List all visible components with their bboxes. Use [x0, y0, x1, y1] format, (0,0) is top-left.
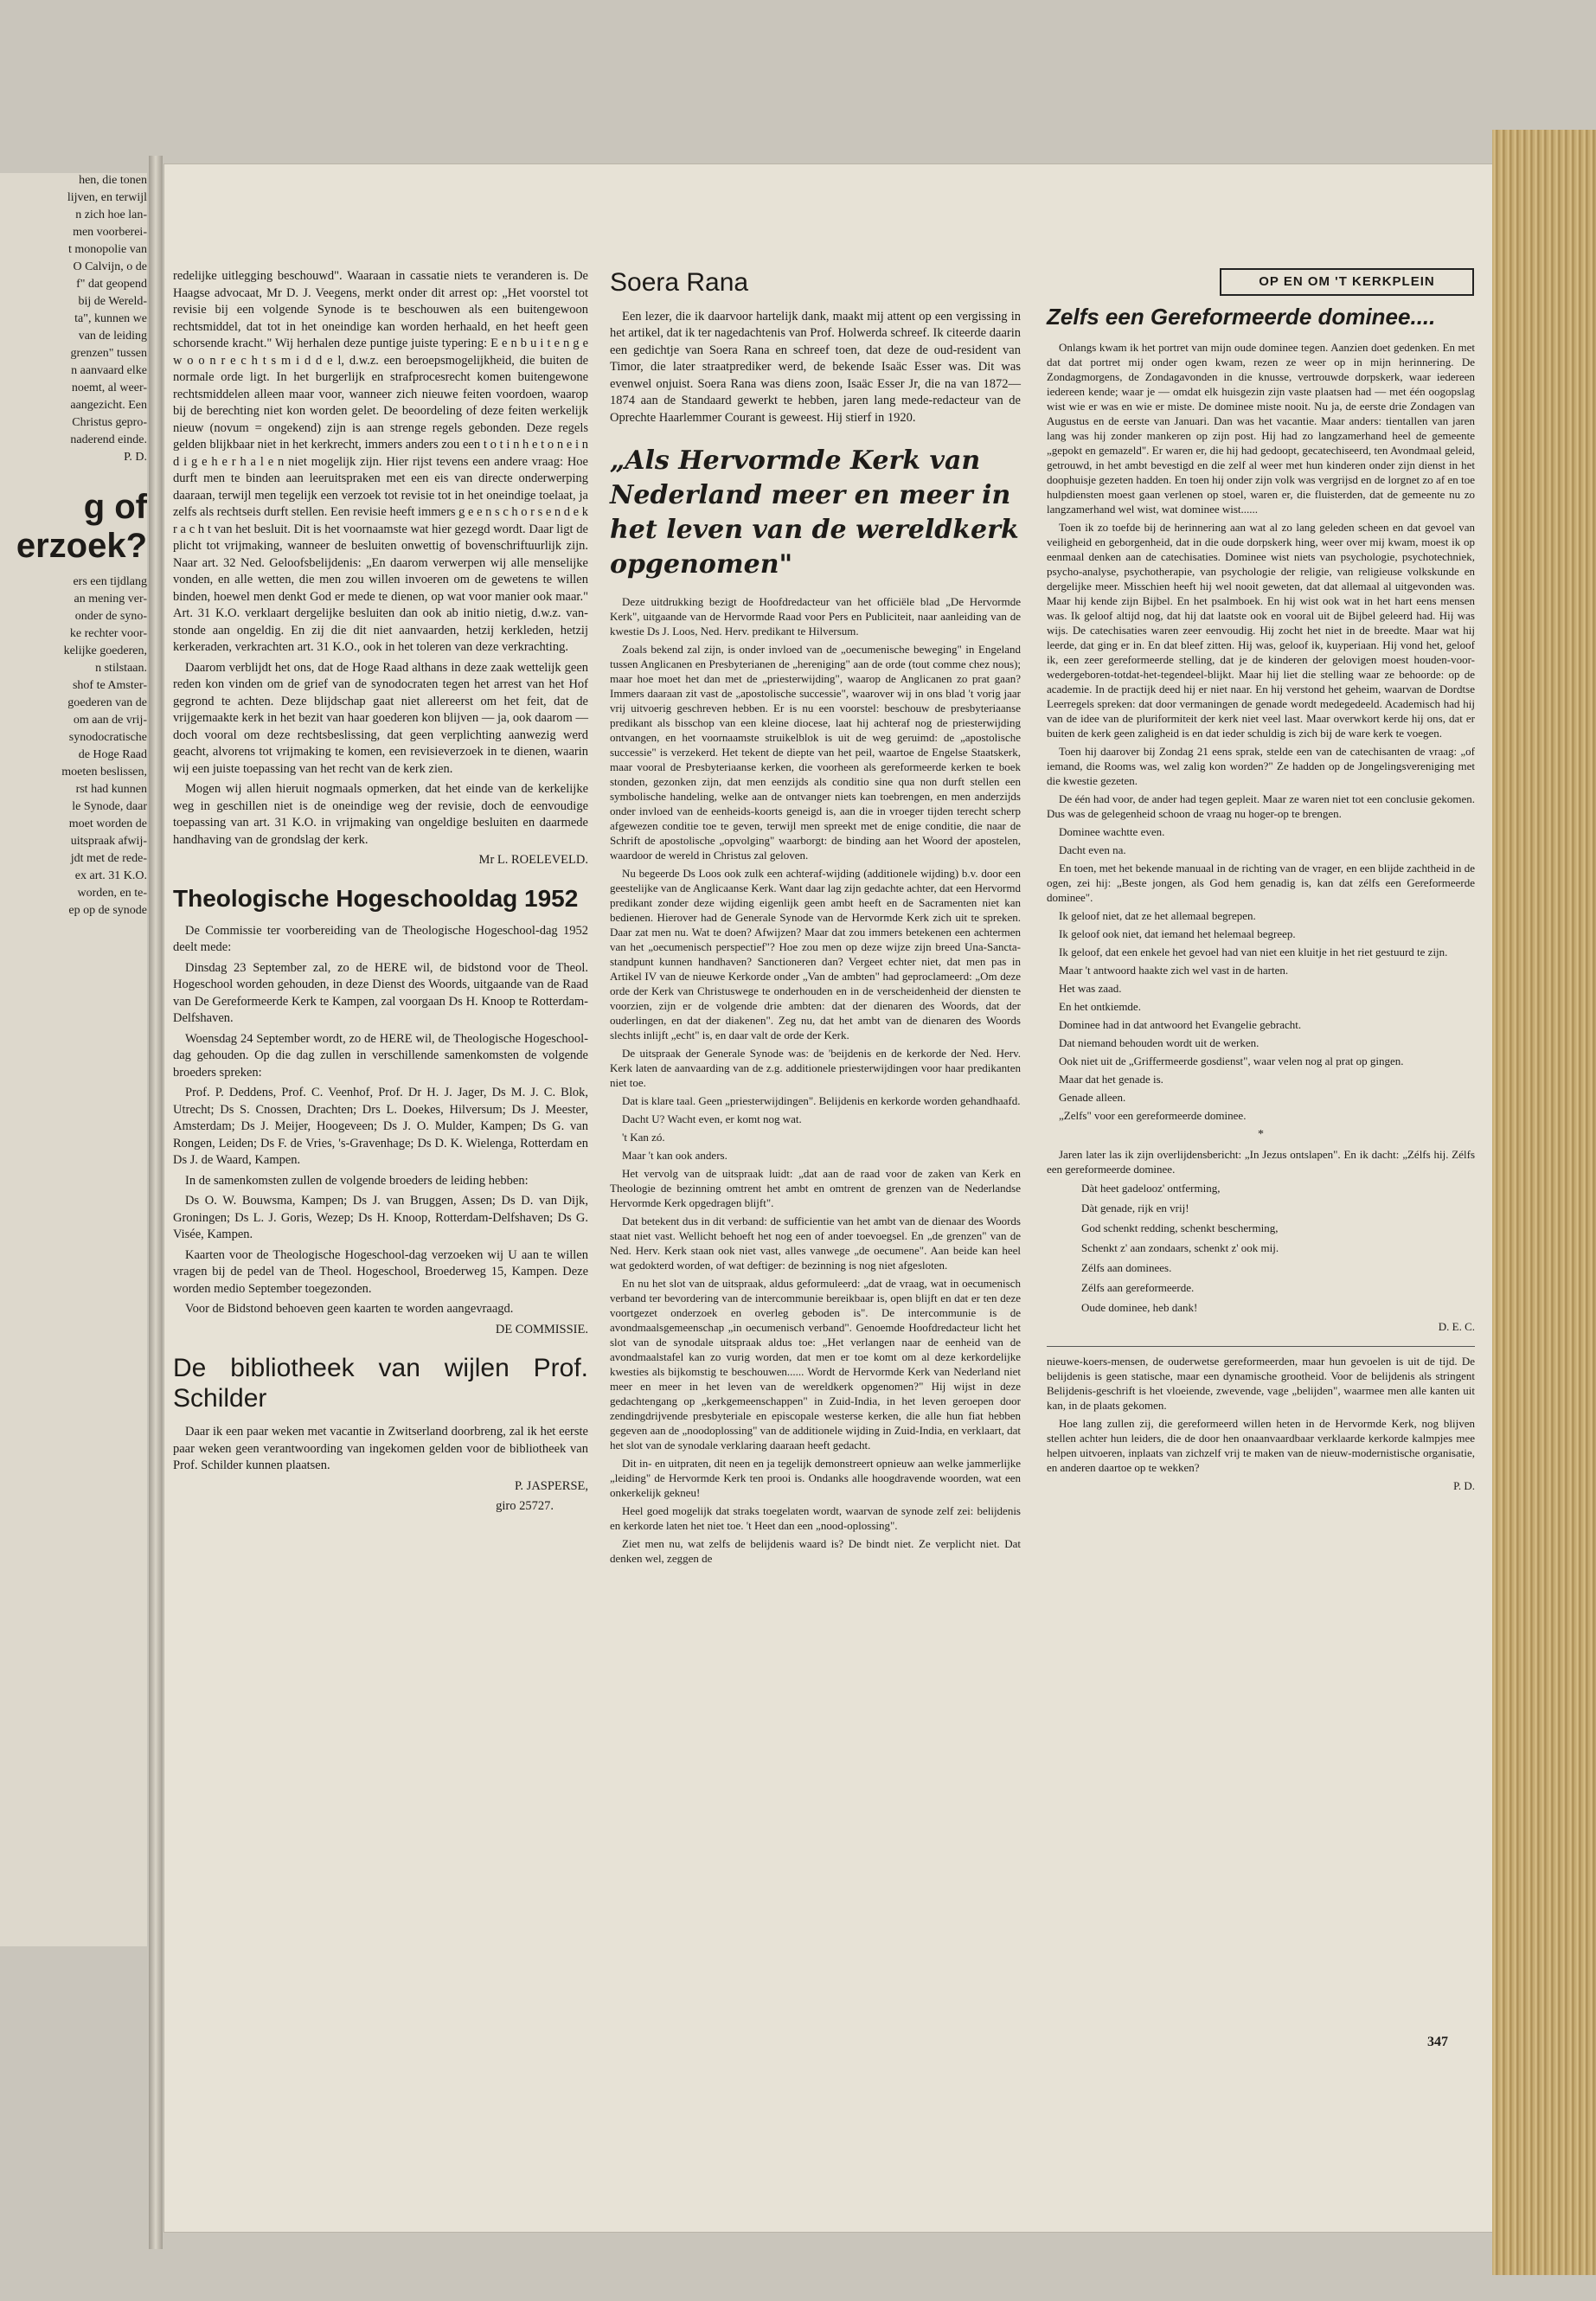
prev-page-line: ke rechter voor- [69, 627, 147, 640]
paragraph: Woensdag 24 September wordt, zo de HERE wil, de Theologische Hogeschool-dag gehouden. Op die dag zullen in verschillende samenkomsten de volgende broeders spreken: [173, 1031, 588, 1080]
paragraph: Maar 't antwoord haakte zich wel vast in de harten. [1059, 964, 1289, 977]
prev-page-line: n zich hoe lan- [75, 208, 147, 221]
paragraph: Voor de Bidstond behoeven geen kaarten te worden aangevraagd. [185, 1302, 514, 1317]
article-after-ornament [1047, 1147, 1475, 1176]
ornament-divider: * [1258, 1128, 1264, 1142]
heading-gereformeerde-dominee: Zelfs een Gereformeerde dominee.... [1047, 303, 1436, 330]
prev-page-line: f" dat geopend [76, 278, 147, 291]
paragraph: En het ontkiemde. [1059, 1000, 1141, 1014]
paragraph: De één had voor, de ander had tegen gepleit. Maar ze waren niet tot een conclusie gekomen. Dus was de gelegenheid schoon de vraag nu hoger-op te brengen. [1047, 792, 1475, 821]
paragraph: Het vervolg van de uitspraak luidt: „dat aan de raad voor de zaken van Kerk en Theologie de bezinning omtrent het ambt en omtrent de grenzen van de Nederlandse Hervormde Kerk opgedragen blijft". [610, 1167, 1021, 1209]
paragraph: Mogen wij allen hieruit nogmaals opmerken, dat het einde van de kerkelijke weg in geschillen niet is de oneindige weg der revisie, doch de eenvoudige toepassing van art. 31 K.O. in vrijmaking van ongeldige besluiten en daarmede handhaving van de grondslag der kerk. [173, 782, 588, 847]
article-gereformeerde-dominee-body [1047, 340, 1475, 1123]
paragraph: 't Kan zó. [622, 1131, 665, 1144]
previous-page-fragment [0, 173, 147, 1946]
paragraph: De Commissie ter voorbereiding van de Theologische Hogeschool-dag 1952 deelt mede: [173, 923, 588, 955]
signature-commissie: DE COMMISSIE. [495, 1322, 588, 1336]
paragraph: Het was zaad. [1059, 982, 1122, 996]
prev-page-line: n aanvaard elke [71, 364, 147, 377]
column-1 [173, 268, 588, 1519]
signature-jasperse: P. JASPERSE, [514, 1478, 588, 1493]
prev-page-line: moet worden de [68, 817, 147, 830]
prev-page-line: synodocratische [68, 731, 147, 744]
paragraph: Ziet men nu, wat zelfs de belijdenis waard is? De bindt niet. Ze verplicht niet. Dat denken wel, zeggen de [610, 1537, 1021, 1565]
article-continued-body [1047, 1354, 1475, 1475]
prev-page-line: ers een tijdlang [73, 575, 147, 588]
paragraph: En nu het slot van de uitspraak, aldus geformuleerd: „dat de vraag, wat in oecumenisch verband ter bevordering van de intercommunie bereikbaar is, open blijft en dat er ten deze voortgezet onderzoek en overleg geboden is". De intercommunie is de avondmaalsgemeenschap „in oecumenisch verband". Genoemde Hoofdredacteur licht het slot van de synodale uitspraak aldus toe: „Het verlangen naar de eenheid van de avondmaalstafel kan zo vurig worden, dat men er toe komt om al deze kerkordelijke kwesties als bijkomstig te beschouwen...... Wordt de Hervormde Kerk van Nederland niet meer en meer in het leven van de wereldkerk opgenomen?" Hij wijst in deze gedachtengang op „kerkgemeenschappen" in Zuid-Indiа, in het leven geroepen door zendingdrijvende presbyteriale en episcopale westerse kerken, die alle hun fiat hebben gegeven aan de „noodoplossing" van de additionele wijding in Zuid-India, en verklaart, dat het slot van de synodale verklaring daaraan heeft gedacht. [610, 1277, 1021, 1452]
signature-roeleveld: Mr L. ROELEVELD. [478, 853, 588, 867]
article-revisie-body [173, 268, 588, 849]
prev-page-body-lines [0, 574, 147, 919]
prev-page-line: shof te Amster- [72, 679, 147, 692]
prev-page-line: bij de Wereld- [78, 295, 147, 308]
paragraph: Ds O. W. Bouwsma, Kampen; Ds J. van Bruggen, Assen; Ds D. van Dijk, Groningen; Ds L. J. Goris, Wezep; Ds H. Knoop, Rotterdam-Delfshaven; Ds G. Visée, Kampen. [173, 1194, 588, 1242]
poem-stanza-1 [1047, 1180, 1475, 1256]
paragraph: Daarom verblijdt het ons, dat de Hoge Raad althans in deze zaak wettelijk geen reden kon vinden om de grief van de synodocraten tegen het arrest van het Hof gegrond te achten. Deze blijdschap gaat niet allereerst om het feit, dat de vrijgemaakte kerk in het bezit van haar goederen kon blijven — ja, ook daarom — doch vooral om deze rechtsbeslissing, dat geen verplichting aanwezig werd geacht, alvorens tot vrijmaking te komen, een revisieverzoek in te dienen, waarin wij een juiste toepassing van het recht van de kerk zien. [173, 660, 588, 776]
paragraph: Maar 't kan ook anders. [622, 1149, 727, 1162]
poem-line: God schenkt redding, schenkt bescherming, [1081, 1221, 1279, 1234]
prev-page-line: hen, die tonen [79, 174, 147, 187]
paragraph: Toen hij daarover bij Zondag 21 eens sprak, stelde een van de catechisanten de vraag: „of iemand, die Rooms was, wel zalig kon worden?" Ze hadden op de Jongelingsvereniging met die kwestie gezeten. [1047, 745, 1475, 788]
poem-line: Oude dominee, heb dank! [1081, 1300, 1198, 1314]
prev-page-line: grenzen" tussen [70, 347, 147, 360]
prev-page-line: van de leiding [78, 330, 147, 343]
paragraph: nieuwe-koers-mensen, de ouderwetse gereformeerden, maar hun gevoelen is uit de tijd. De belijdenis is geen statische, maar een dynamische grootheid. Voor de belijdenis als stringent Belijdenis-geschrift is het vloeiende, zwevende, vage „belijden", waarmee men alle kanten uit kan, in de plaats gekomen. [1047, 1354, 1475, 1412]
heading-bibliotheek-schilder: De bibliotheek van wijlen Prof. Schilder [173, 1354, 588, 1413]
rubric-kerkplein: OP EN OM 'T KERKPLEIN [1220, 268, 1474, 296]
prev-page-line: lijven, en terwijl [67, 191, 147, 204]
paragraph: Ik geloof ook niet, dat iemand het helemaal begreep. [1059, 927, 1296, 941]
prev-page-line: an mening ver- [74, 593, 147, 606]
paragraph: Hoe lang zullen zij, die gereformeerd willen heten in de Hervormde Kerk, nog blijven stellen achter hun leiders, die de door hen onaanvaardbaar verklaarde kerkorde kalmpjes mee helpen uitvoeren, inplaats van zichzelf vrij te maken van de nieuw-modernistische organisatie, en anderen daartoe op te wekken? [1047, 1416, 1475, 1474]
prev-page-heading: g of erzoek? [16, 488, 147, 565]
paragraph: Deze uitdrukking bezigt de Hoofdredacteur van het officiële blad „De Hervormde Kerk", uitgaande van de Hervormde Raad voor Pers en Publiciteit, naar aanleiding van de kwestie Ds J. Loos, Ned. Herv. predikant te Hilversum. [610, 595, 1021, 638]
poem-line: Dàt heet gadelooz' ontferming, [1081, 1181, 1221, 1195]
prev-page-line: n stilstaan. [95, 662, 147, 675]
column-3 [1047, 268, 1475, 1497]
paragraph: Kaarten voor de Theologische Hogeschool-dag verzoeken wij U aan te willen vragen bij de pedel van de Theol. Hogeschool, Broederweg 15, Kampen. Deze worden medio September toegezonden. [173, 1247, 588, 1296]
paragraph: „Zelfs" voor een gereformeerde dominee. [1059, 1109, 1247, 1123]
paragraph: Dinsdag 23 September zal, zo de HERE wil, de bidstond voor de Theol. Hogeschool worden gehouden, in deze Dienst des Woords, uitgaande van de Raad van De Gereformeerde Kerk te Kampen, zal voorgaan Ds H. Knoop te Rotterdam-Delfshaven. [173, 960, 588, 1026]
prev-page-line: Christus gepro- [72, 416, 147, 429]
column-2 [610, 268, 1021, 1569]
column-divider [1047, 1346, 1475, 1347]
article-hervormde-kerk-body [610, 594, 1021, 1566]
prev-page-line: uitspraak afwij- [70, 835, 147, 848]
prev-page-line: ex art. 31 K.O. [74, 869, 147, 882]
prev-page-line: ta", kunnen we [74, 312, 147, 325]
poem-line: Zélfs aan gereformeerde. [1081, 1280, 1195, 1294]
paragraph: Prof. P. Deddens, Prof. C. Veenhof, Prof. Dr H. J. Jager, Ds M. J. C. Blok, Utrecht; Ds S. Cnossen, Drachten; Drs L. Doekes, Hilversum; Ds J. Meester, Amsterdam; Ds J. Meijer, Hoogeveen; Ds J. O. Mulder, Kampen; Ds G. van Rongen, Leiden; Ds F. de Vries, 's-Gravenhage; Ds D. K. Wielenga, Rotterdam en Ds J. de Waard, Kampen. [173, 1086, 588, 1168]
prev-page-top-lines [0, 173, 147, 465]
page-gutter [149, 156, 163, 2249]
page-number: 347 [1427, 2035, 1448, 2049]
paragraph: redelijke uitlegging beschouwd". Waaraan in cassatie niets te veranderen is. De Haagse advocaat, Mr D. J. Veegens, merkt onder dit arrest op: „Het voorstel tot revisie bij een volgende Synode is te beschouwen als een buitengewoon rechtsmiddel, dat tot in het oneindige kan worden herhaald, en het heeft geen schorsende kracht." Wij herhalen deze puntige juiste typering: E e n b u i t e n g e w o o n r e c h t s m i d d e l, d.w.z. een beroepsmogelijkheid, die buiten de normale orde ligt. In het burgerlijk en strafprocesrecht komen buitengewone rechtsmiddelen alleen maar voor, wanneer zich nieuwe feiten voordoen, waarop bij de berechting niet kon worden gelet. De beoordeling of deze feiten werkelijk nieuw (novum = ongekend) zijn is aan strenge regels gebonden. Deze regels gelden blijkbaar niet in het kerkrecht, immers anders zou een t o t i n h e t o n e i n d i g e h e r h a l e n niet mogelijk zijn. Hier rijst tevens een andere vraag: Hoe durft men te binden aan leeruitspraken met een eis van directe onderwerping daaraan, terwijl men tegelijk een verzoek tot revisie tot in het oneindige toelaat, ja zelfs als rechtseis durft stellen. Een revisie heeft immers g e e n s c h o r s e n d e k r a c h t van het besluit. Dit is het voornaamste wat hier gezegd wordt. Daar ligt de plicht tot vrijmaking, wanneer de besluiten onwettig of bovenschriftuurlijk zijn. Naar art. 32 Ned. Geloofsbelijdenis: „En daarom verwerpen wij alle menselijke vonden, en alle wetten, die men zou willen invoeren om de gewetens te willen binden, hoewel men denkt God er mede te dienen, op wat voor manier ook maar." Art. 31 K.O. verklaart dergelijke besluiten dan ook ab initio nietig, d.w.z. van-stonde aan ongeldig. En zij die dit niet aanvaarden, hetzij kerkleden, hetzij kerkeraden, verkrachten art. 31 K.O., ook in het toleren van deze verkrachting. [173, 269, 588, 654]
prev-page-line: ep op de synode [68, 904, 147, 917]
page-edges [1492, 130, 1596, 2275]
signature-dec: D. E. C. [1438, 1319, 1475, 1333]
prev-page-line: rst had kunnen [75, 783, 147, 796]
prev-page-line: de Hoge Raad [78, 748, 147, 761]
heading-soera-rana: Soera Rana [610, 268, 749, 297]
paragraph: Dacht U? Wacht even, er komt nog wat. [622, 1112, 802, 1125]
paragraph: Heel goed mogelijk dat straks toegelaten wordt, waarvan de synode zelf zei: belijdenis en kerkorde laten het niet toe. 't Heet dan een „nood-oplossing". [610, 1504, 1021, 1532]
paragraph: Onlangs kwam ik het portret van mijn oude dominee tegen. Aanzien doet gedenken. En met dat dat portret mij onder ogen kwam, rezen ze weer op in mijn herinnering. De Zondagmorgens, de Zondagavonden in die knusse, vertrouwde dorpskerk, waar iedereen iedereen kende; waar je — omdat elk huisgezin zijn vaste plaatsen had — met één oogopslag wist wie er was en wie er miste. De dominee miste nooit. Nu ja, de eerste drie Zondagen van Augustus en de eerste van Januari. Dan was het vacantie. Maar anders: tientallen van jaren lang was hij zonder mankeren op zijn post. Hij had zo langzamerhand heel de gemeente „gepokt en gemazeld". Er waren er, die hij had gedoopt, gecatechiseerd, ten Avondmaal geleid, getrouwd, in het ambt bevestigd en die zelf al weer met hun kinderen onder zijn dienst in het doophuisje gezeten hadden. En toen hij onder zijn volk was vergrijsd en de lorgnet zo af en toe hulpdiensten moest gaan verlenen op stoel, waren er, die fluisterden, dat de gemeente nu zo langzamerhand wel wist, wat dominee wist...... [1047, 341, 1475, 516]
paragraph: En toen, met het bekende manuaal in de richting van de vrager, en een blijde zachtheid in de ogen, zei hij: „Beste jongen, als God hem genadig is, kan dat zélfs een Gereformeerde dominee". [1047, 862, 1475, 905]
prev-page-line: jdt met de rede- [70, 852, 147, 865]
prev-page-line: t monopolie van [68, 243, 147, 256]
paragraph: De uitspraak der Generale Synode was: de 'beijdenis en de kerkorde der Ned. Herv. Kerk laten de aanvaarding van de z.g. additionele priesterwijdingen voor haar predikanten niet toe. [610, 1047, 1021, 1089]
prev-page-line: O Calvijn, o de [73, 260, 147, 273]
paragraph: Jaren later las ik zijn overlijdensbericht: „In Jezus ontslapen". En ik dacht: „Zélfs hij. Zélfs een gereformeerde dominee. [1047, 1147, 1475, 1176]
paragraph: Ik geloof niet, dat ze het allemaal begrepen. [1059, 909, 1256, 923]
paragraph: Ik geloof, dat een enkele het gevoel had van niet een kluitje in het riet gestuurd te zijn. [1059, 945, 1448, 959]
prev-page-line: P. D. [124, 451, 147, 464]
prev-page-line: goederen van de [67, 696, 147, 709]
paragraph: In de samenkomsten zullen de volgende broeders de leiding hebben: [185, 1173, 529, 1188]
paragraph: Een lezer, die ik daarvoor hartelijk dank, maakt mij attent op een vergissing in het artikel, dat ik ter nagedachtenis van Prof. Holwerda schreef. Ik citeerde daarin een gedichtje van Soera Rana en schreef toen, dat deze de oud-resident van Timor, die later straatprediker werd, de bekende Isaäc Esser was. Dit was evenwel onjuist. Soera Rana was diens zoon, Isaäc Esser Jr, die na van 1872—1874 aan de Standaard gewerkt te hebben, jaren lang mede-redacteur van de Oprechte Haarlemmer Courant is geweest. Hij stierf in 1920. [610, 309, 1021, 425]
prev-page-line: men voorberei- [73, 226, 147, 239]
paragraph: Toen ik zo toefde bij de herinnering aan wat al zo lang geleden scheen en dat gevoel van veiligheid en geborgenheid, dat in die oude dorpskerk hing, weer over mij kwam, moest ik op eenmaal denken aan de catechisaties. Dominee wist niets van psychologie, psychotechniek, psycho-analyse, psychotherapie, van psychologie der religie, van religieuse volkskunde en dergelijke meer. Misschien heeft hij wel nooit geweten, dat dat allemaal al uitgevonden was. Maar hij kende zijn Bijbel. En het psalmboek. En hij wist ook wat in het hart eens mensen was. Ik geloof altijd nog, dat hij dat laatste ook en vooral uit de Bijbel geleerd had. Hij was wijs. De catechisaties waren zeer eenvoudig. Hij zocht het niet in de breedte. Maar wat hij leerde, dat ging er in. En dat bleef zitten. Hij was, geloof ik, kuyperiaan. Hij vond het, geloof ik, een zeer gereformeerde stelling, dat je de kinderen der gelovigen moest houden-voor-wedergeboren-totdat-het-tegendeel-blijkt. Maar hij liet die stelling waar ze behoorde: op de academie. In de practijk deed hij er niet naar. En hij verstond het geheim, waarvan de Dordtse Leerregels spreken: dat door vermaningen de genade wordt medegedeeld. Academisch had hij van de idee van de pluriformiteit der kerk niet veel last. Maar overwkort kerde hij ons, dat er buiten de kerk geen zaligheid is en dat ieder schuldig is zich bij de ware kerk te voegen. [1047, 521, 1475, 740]
paragraph: Maar dat het genade is. [1059, 1073, 1163, 1086]
paragraph: Daar ik een paar weken met vacantie in Zwitserland doorbreng, zal ik het eerste paar weken geen verantwoording van ingekomen gelden voor de bibliotheek van Prof. Schilder kunnen plaatsen. [173, 1425, 588, 1473]
prev-page-line: moeten beslissen, [61, 766, 147, 779]
prev-page-line: om aan de vrij- [73, 714, 147, 727]
prev-page-line: noemt, al weer- [71, 381, 147, 394]
article-theologische-hogeschooldag-body [173, 923, 588, 1318]
paragraph: Dominee wachtte even. [1059, 825, 1165, 839]
paragraph: Dat niemand behouden wordt uit de werken. [1059, 1036, 1259, 1050]
paragraph: Dit in- en uitpraten, dit neen en ja tegelijk demonstreert opnieuw aan welke jammerlijke „leiding" de Hervormde Kerk ten prooi is. Ondanks alle hoogdravende woorden, wat een onkerkelijk gekneu! [610, 1457, 1021, 1499]
prev-page-line: onder de syno- [74, 610, 147, 623]
prev-page-line: kelijke goederen, [63, 644, 147, 657]
poem-stanza-2 [1047, 1259, 1475, 1316]
paragraph: Dat betekent dus in dit verband: de sufficientie van het ambt van de dienaar des Woords staat niet vast. Wellicht behoeft het nog een of ander toevoegsel. En „de grenzen" van de Ned. Herv. Kerk staan ook niet vast, alles vanwege „de oecumene". Aan beide kan heel wat gedokterd worden, of wat deftiger: de bezinning is nog niet afgesloten. [610, 1215, 1021, 1272]
article-soera-rana-body [610, 309, 1021, 427]
prev-page-line: worden, en te- [77, 887, 147, 900]
poem-line: Zélfs aan dominees. [1081, 1260, 1172, 1274]
paragraph: Dat is klare taal. Geen „priesterwijdingen". Belijdenis en kerkorde worden gehandhaafd. [622, 1094, 1021, 1107]
signature-pd: P. D. [1453, 1478, 1475, 1492]
prev-page-line: le Synode, daar [72, 800, 147, 813]
heading-hervormde-kerk: „Als Hervormde Kerk van Nederland meer en meer in het leven van de wereldkerk opgenomen" [610, 445, 1019, 580]
paragraph: Genade alleen. [1059, 1091, 1126, 1105]
paragraph: Dacht even na. [1059, 843, 1126, 857]
poem-line: Schenkt z' aan zondaars, schenkt z' ook mij. [1081, 1240, 1279, 1254]
paragraph: Dominee had in dat antwoord het Evangelie gebracht. [1059, 1018, 1302, 1032]
prev-page-line: aangezicht. Een [70, 399, 147, 412]
paragraph: Nu begeerde Ds Loos ook zulk een achteraf-wijding (additionele wijding) b.v. door een geestelijke van de Anglicaanse Kerk. Want daar lag zijn gedachte achter, dat een Hervormd predikant zonder deze wijding eigenlijk geen ambt heeft en de Sacramenten niet kan bedienen. Hierover had de Generale Synode van de Hervormde Kerk zich uit te spreken. Daar zat men nu. Wat te doen? Afwijzen? Maar dat zou immers betekenen een achtermen van het „oecumenisch perspectief"? Hoe zou men op deze wijze zijn breed Una-Sancta-standpunt kunnen handhaven? Sanctioneren dan? Vergeet echter niet, dat men pas in Artikel IV van de nieuwe Kerkorde onder „Van de ambten" had geproclameerd: „Om deze orde der Kerk van Christuswege te onderhouden en in de verscheidenheid der diensten te voorzien, zijn er de volgende drie ambten: dat der dienaren des Woords, dat der ouderlingen, en dat der diakenen". Zeg nu, dat het ambt van de dienaren des Woords slechts inlijft „echt" is, en daar valt de orde der Kerk. [610, 867, 1021, 1042]
heading-theologische-hogeschooldag: Theologische Hogeschooldag 1952 [173, 884, 579, 912]
prev-page-line: naderend einde. [70, 433, 147, 446]
signature-giro: giro 25727. [496, 1499, 554, 1514]
poem-line: Dàt genade, rijk en vrij! [1081, 1201, 1189, 1215]
article-bibliotheek-body [173, 1424, 588, 1475]
paragraph: Zoals bekend zal zijn, is onder invloed van de „oecumenische beweging" in Engeland tussen Anglicanen en Presbyterianen de „hereniging" aan de orde (tout comme chez nous); maar hoe moet het dan met de „priesterwijding", waarop de Anglicanen zo prat gaan? Immers daaraan zit vast de „apostolische successie", waarover wij in ons blad 't vorig jaar vrij uitvoerig geschreven hebben. Er is nu een voorstel: beschouw de presbyteriaanse predikant als bisschop van een kleine diocese, laat hij achteraf nog de priesterwijding ontvangen, en het voornaamste struikelblok is uit de weg geruimd: de „apostolische successie" is verzekerd. Het tekent de diepte van het peil, waartoe de Engelse Staatskerk, maar vooral de Presbyteriaanse kerken, die voorheen als gereformeerde kerken te boek stonden, gezonken zijn, dat men eenzijds als conditio sine qua non durft stellen een symbolische handeling, welke aan de ontvanger niets kan toebrengen, en men anderzijds onder invloed van de eenheids-koorts geneigd is, aan die in vroeger tijden terecht scherp afgewezen conditie toe te geven, terwijl men spreekt met de enige conditie, die naar de Schrift de apostolische „opvolging" waarborgt: de binding aan het Woord der apostelen, waardoor de wereld in Christus zal geloven. [610, 643, 1021, 862]
paragraph: Ook niet uit de „Griffermeerde gosdienst", waar velen nog al prat op gingen. [1059, 1054, 1404, 1068]
